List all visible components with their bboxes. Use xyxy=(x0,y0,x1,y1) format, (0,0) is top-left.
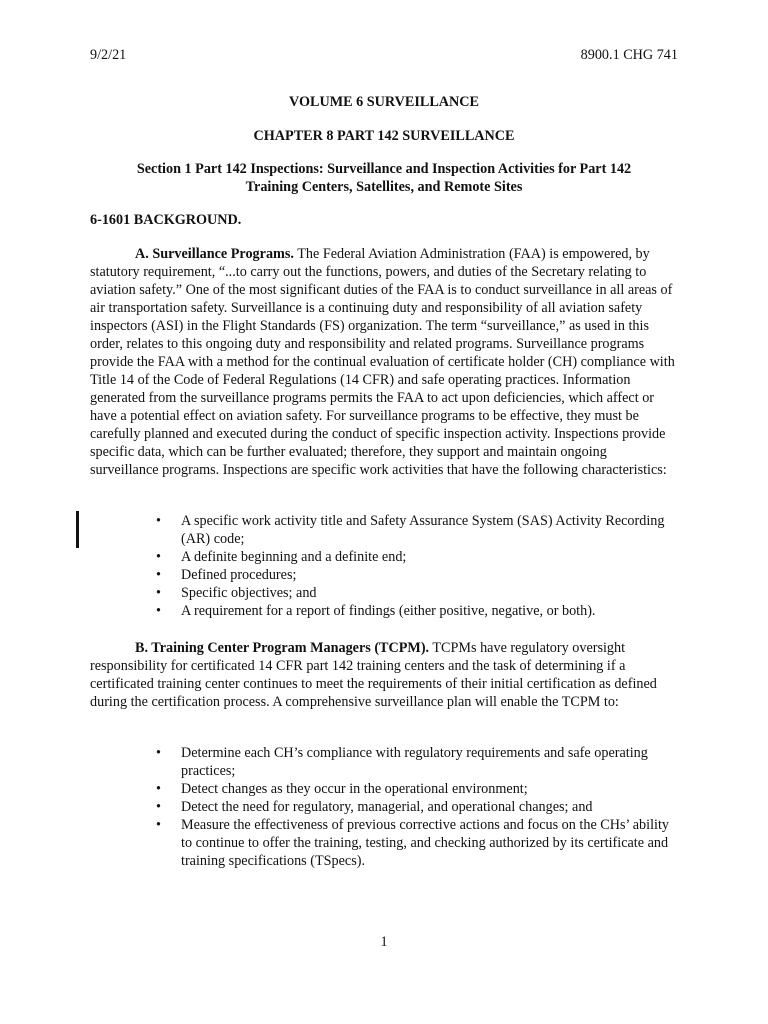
list-item: • Detect changes as they occur in the operational environment; xyxy=(156,781,528,797)
revision-change-bar xyxy=(76,511,79,548)
paragraph-a-lead: A. Surveillance Programs. xyxy=(135,246,294,262)
list-item: • A specific work activity title and Safety Assurance System (SAS) Activity Recording (AR) code; xyxy=(156,513,665,547)
list-item: • A requirement for a report of findings (either positive, negative, or both). xyxy=(156,603,596,619)
bullet-icon: • xyxy=(156,817,161,833)
header-date: 9/2/21 xyxy=(90,47,127,63)
list-item: • A definite beginning and a definite end; xyxy=(156,549,407,565)
bullet-icon: • xyxy=(156,549,161,565)
bullet-icon: • xyxy=(156,603,161,619)
volume-title: VOLUME 6 SURVEILLANCE xyxy=(289,94,479,110)
bullet-icon: • xyxy=(156,585,161,601)
bullet-icon: • xyxy=(156,567,161,583)
paragraph-a-text: The Federal Aviation Administration (FAA) is empowered, by statutory requirement, “...to carry out the functions, powers, and duties of the Secretary relating to aviation safety.” One of the most significant duties of the FAA is to conduct surveillance in all areas of air transportation safety. Surveillance is a continuing duty and responsibility of all aviation safety inspectors (ASI) in the Flight Standards (FS) organization. The term “surveillance,” as used in this order, relates to this ongoing duty and responsibility and related programs. Surveillance programs provide the FAA with a method for the continual evaluation of certificate holder (CH) compliance with Title 14 of the Code of Federal Regulations (14 CFR) and safe operating practices. Information generated from the surveillance programs permits the FAA to act upon deficiencies, which affect or have a potential effect on aviation safety. For surveillance programs to be effective, they must be carefully planned and executed during the conduct of specific inspection activity. Inspections provide specific data, which can be further evaluated; therefore, they support and maintain ongoing surveillance programs. Inspections are specific work activities that have the following characteristics: xyxy=(90,246,675,478)
section-title xyxy=(90,160,678,196)
characteristics-list xyxy=(90,512,678,620)
section-title-line-1: Section 1 Part 142 Inspections: Surveillance and Inspection Activities for Part 142 xyxy=(136,161,632,177)
bullet-icon: • xyxy=(156,799,161,815)
chapter-title: CHAPTER 8 PART 142 SURVEILLANCE xyxy=(253,128,515,144)
paragraph-b-text: TCPMs have regulatory oversight responsibility for certificated 14 CFR part 142 training centers and the task of determining if a certificated training center continues to meet the requirements of their initial certification as defined during the certification process. A comprehensive surveillance plan will enable the TCPM to: xyxy=(90,640,657,710)
bullet-icon: • xyxy=(156,513,161,529)
paragraph-b xyxy=(90,639,678,711)
paragraph-a xyxy=(90,245,678,479)
list-item: • Defined procedures; xyxy=(156,567,297,583)
bullet-icon: • xyxy=(156,781,161,797)
header-doc-id: 8900.1 CHG 741 xyxy=(580,47,678,63)
list-item: • Detect the need for regulatory, managerial, and operational changes; and xyxy=(156,799,593,815)
paragraph-heading: 6-1601 BACKGROUND. xyxy=(90,212,242,228)
list-item: • Measure the effectiveness of previous corrective actions and focus on the CHs’ ability to continue to offer the training, testing, and checking authorized by its certificate and training specifications (TSpecs). xyxy=(156,817,669,869)
tcpm-list xyxy=(90,744,678,870)
section-title-line-2: Training Centers, Satellites, and Remote Sites xyxy=(245,179,523,195)
page-number: 1 xyxy=(380,934,388,950)
paragraph-b-lead: B. Training Center Program Managers (TCPM). xyxy=(135,640,430,656)
list-item: • Determine each CH’s compliance with regulatory requirements and safe operating practices; xyxy=(156,745,648,779)
list-item: • Specific objectives; and xyxy=(156,585,317,601)
bullet-icon: • xyxy=(156,745,161,761)
